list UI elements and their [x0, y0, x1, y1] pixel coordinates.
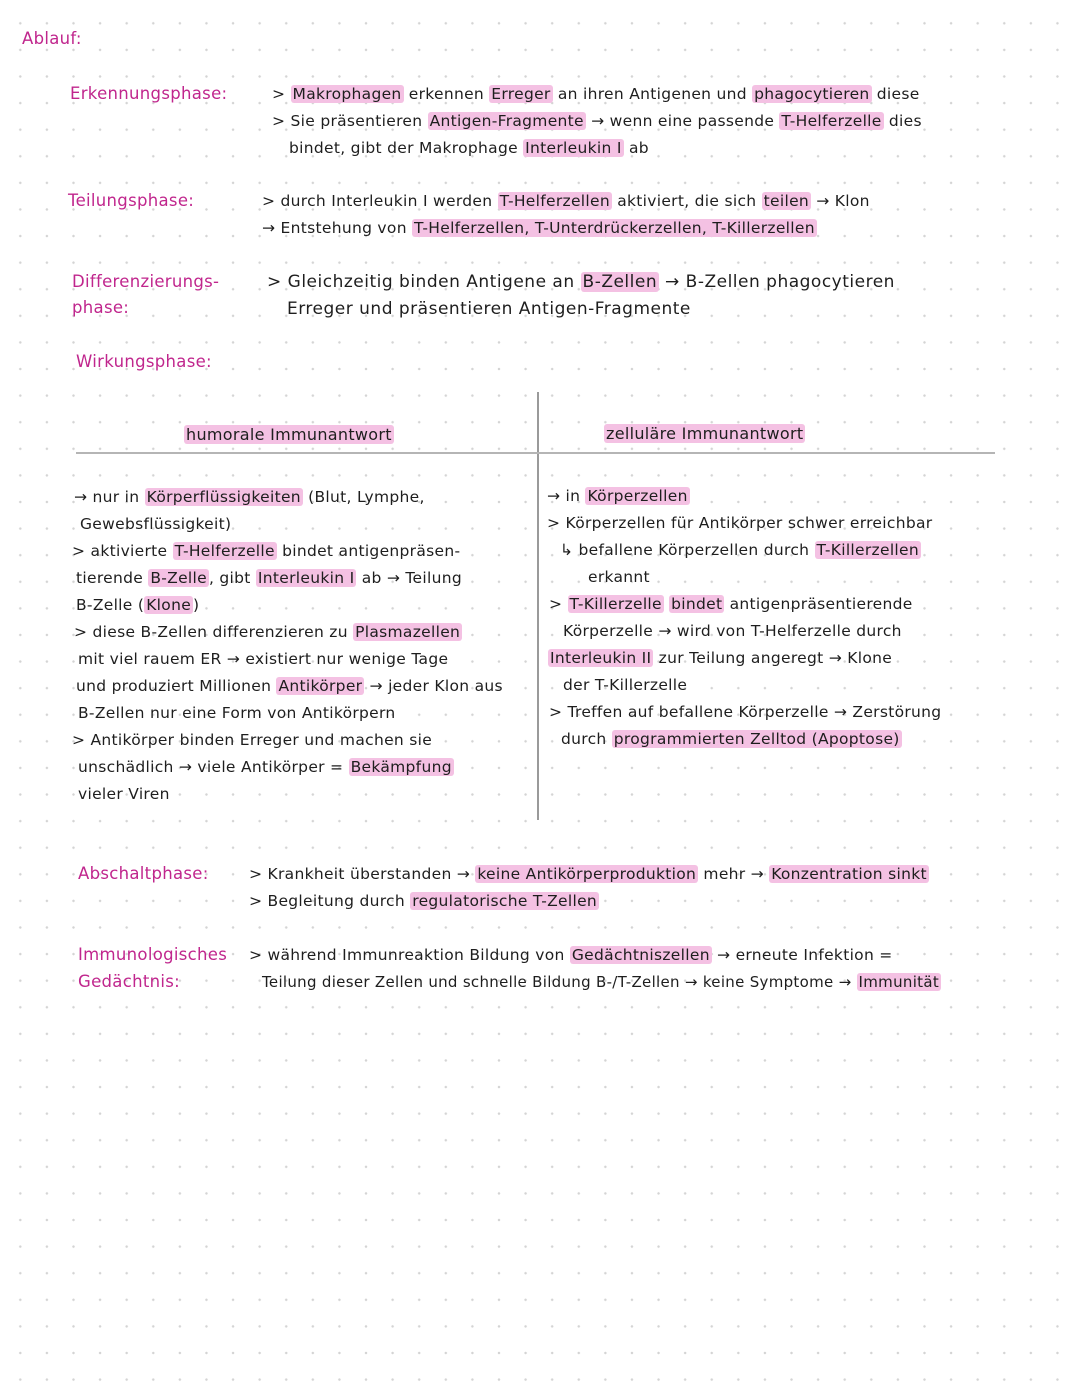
text-segment: erkennen — [403, 85, 490, 103]
text-segment: → in — [547, 487, 586, 505]
highlighted-text: Körperflüssigkeiten — [146, 488, 301, 506]
teilungsphase-label: Teilungsphase: — [68, 191, 195, 210]
wirkungsphase-label: Wirkungsphase: — [76, 352, 212, 371]
text-segment: > Gleichzeitig binden Antigene an — [267, 272, 581, 292]
text-segment: → Entstehung von — [262, 219, 413, 237]
text-segment: durch — [561, 730, 612, 748]
highlighted-text: Immunität — [858, 973, 940, 991]
zellular-line-3 — [560, 540, 921, 560]
zellular-header — [604, 424, 805, 444]
highlighted-text: T-Helferzellen, T-Unterdrückerzellen, T-Killerzellen — [414, 219, 815, 237]
text-segment: und produziert Millionen — [76, 677, 277, 695]
text-segment: unschädlich → viele Antikörper = — [78, 758, 349, 776]
text-segment: (Blut, Lymphe, — [302, 488, 425, 506]
table-horizontal-divider — [76, 452, 995, 454]
text-segment: ) — [193, 596, 200, 614]
zellular-line-5 — [549, 594, 913, 614]
differenzierungsphase-label-1: Differenzierungs- — [72, 272, 220, 291]
humoral-line-2: Gewebsflüssigkeit) — [80, 515, 232, 533]
text-segment: → wenn eine passende — [585, 112, 780, 130]
text-segment: > — [272, 85, 291, 103]
humoral-line-11 — [78, 757, 454, 777]
erkennungsphase-label: Erkennungsphase: — [70, 84, 228, 103]
highlighted-text: Konzentration sinkt — [771, 865, 927, 883]
text-segment: B-Zelle ( — [76, 596, 145, 614]
text-segment: ab — [623, 139, 649, 157]
highlighted-text: phagocytieren — [754, 85, 870, 103]
highlighted-text: Körperzellen — [587, 487, 688, 505]
humoral-line-12: vieler Viren — [78, 785, 170, 803]
table-vertical-divider — [537, 392, 539, 820]
highlighted-text: Interleukin I — [525, 139, 622, 157]
text-segment: diese — [871, 85, 920, 103]
gedaechtnis-label-1: Immunologisches — [78, 945, 228, 964]
text-segment: > Krankheit überstanden → — [249, 865, 476, 883]
text-segment: > durch Interleukin I werden — [262, 192, 498, 210]
text-segment: > Sie präsentieren — [272, 112, 428, 130]
highlighted-text: Interleukin I — [257, 569, 355, 587]
zellular-line-7 — [548, 648, 892, 668]
humoral-line-5 — [76, 595, 199, 615]
differenzierungsphase-label-2: phase: — [72, 298, 130, 317]
text-segment: antigenpräsentierende — [724, 595, 913, 613]
highlighted-text: B-Zelle — [150, 569, 207, 587]
gedaechtnis-label-2: Gedächtnis: — [78, 972, 181, 991]
humoral-line-1 — [74, 487, 425, 507]
zellular-header-text: zelluläre Immunantwort — [606, 424, 804, 443]
text-segment: dies — [883, 112, 922, 130]
text-segment: ab → Teilung — [356, 569, 462, 587]
highlighted-text: T-Helferzellen — [499, 192, 610, 210]
highlighted-text: T-Helferzelle — [781, 112, 882, 130]
humoral-header-text: humorale Immunantwort — [186, 425, 392, 444]
gedaechtnis-line-1 — [249, 945, 893, 965]
highlighted-text: keine Antikörperproduktion — [477, 865, 697, 883]
humoral-line-4 — [76, 568, 462, 588]
erkennungsphase-line-1 — [272, 84, 920, 104]
highlighted-text: teilen — [763, 192, 810, 210]
highlighted-text: Plasmazellen — [355, 623, 461, 641]
text-segment: bindet antigenpräsen- — [276, 542, 461, 560]
text-segment: zur Teilung angeregt → Klone — [653, 649, 893, 667]
highlighted-text: Antikörper — [278, 677, 363, 695]
highlighted-text: bindet — [671, 595, 723, 613]
zellular-line-6: Körperzelle → wird von T-Helferzelle durch — [563, 622, 902, 640]
text-segment: → nur in — [74, 488, 145, 506]
text-segment: tierende — [76, 569, 149, 587]
text-segment: > aktivierte — [72, 542, 173, 560]
highlighted-text: T-Killerzellen — [816, 541, 919, 559]
highlighted-text: Antigen-Fragmente — [429, 112, 584, 130]
erkennungsphase-line-2 — [272, 111, 922, 131]
text-segment: Teilung dieser Zellen und schnelle Bildung B-/T-Zellen → keine Symptome → — [262, 973, 857, 991]
highlighted-text: T-Killerzelle — [569, 595, 662, 613]
text-segment: → B-Zellen phagocytieren — [659, 272, 895, 292]
text-segment: > diese B-Zellen differenzieren zu — [74, 623, 354, 641]
highlighted-text: T-Helferzelle — [174, 542, 275, 560]
highlighted-text: programmierten Zelltod (Apoptose) — [613, 730, 900, 748]
zellular-line-1 — [547, 486, 690, 506]
text-segment: > — [549, 595, 568, 613]
highlighted-text: Bekämpfung — [350, 758, 452, 776]
text-segment: aktiviert, die sich — [611, 192, 762, 210]
text-segment: bindet, gibt der Makrophage — [289, 139, 524, 157]
highlighted-text: Gedächtniszellen — [571, 946, 710, 964]
highlighted-text: Erreger — [491, 85, 551, 103]
text-segment: , gibt — [208, 569, 256, 587]
text-segment: → Klon — [811, 192, 870, 210]
humoral-line-6 — [74, 622, 462, 642]
gedaechtnis-line-2 — [262, 972, 941, 992]
highlighted-text: Interleukin II — [550, 649, 652, 667]
text-segment: an ihren Antigenen und — [552, 85, 753, 103]
highlighted-text: Klone — [146, 596, 192, 614]
humoral-line-10: > Antikörper binden Erreger und machen sie — [72, 731, 433, 749]
text-segment: mehr → — [698, 865, 770, 883]
text-segment: → jeder Klon aus — [364, 677, 503, 695]
humoral-line-8 — [76, 676, 503, 696]
differenzierungsphase-line-1 — [267, 272, 895, 292]
teilungsphase-line-1 — [262, 191, 870, 211]
page-title: Ablauf: — [22, 29, 82, 48]
highlighted-text: B-Zellen — [582, 272, 658, 292]
zellular-line-4: erkannt — [588, 568, 650, 586]
humoral-header — [184, 425, 394, 445]
highlighted-text: Makrophagen — [292, 85, 402, 103]
erkennungsphase-line-3 — [289, 138, 649, 158]
highlighted-text: regulatorische T-Zellen — [412, 892, 598, 910]
zellular-line-10 — [561, 729, 902, 749]
abschaltphase-line-2 — [249, 891, 599, 911]
text-segment: > während Immunreaktion Bildung von — [249, 946, 570, 964]
differenzierungsphase-line-2: Erreger und präsentieren Antigen-Fragmente — [287, 299, 691, 319]
teilungsphase-line-2 — [262, 218, 817, 238]
text-segment: > Begleitung durch — [249, 892, 411, 910]
abschaltphase-label: Abschaltphase: — [78, 864, 209, 883]
text-segment: ↳ befallene Körperzellen durch — [560, 541, 815, 559]
zellular-line-9: > Treffen auf befallene Körperzelle → Zerstörung — [549, 703, 942, 721]
humoral-line-9: B-Zellen nur eine Form von Antikörpern — [78, 704, 396, 722]
text-segment: → erneute Infektion = — [711, 946, 893, 964]
zellular-line-8: der T-Killerzelle — [563, 676, 688, 694]
humoral-line-3 — [72, 541, 460, 561]
abschaltphase-line-1 — [249, 864, 929, 884]
zellular-line-2: > Körperzellen für Antikörper schwer erreichbar — [547, 514, 933, 532]
humoral-line-7: mit viel rauem ER → existiert nur wenige Tage — [78, 650, 449, 668]
